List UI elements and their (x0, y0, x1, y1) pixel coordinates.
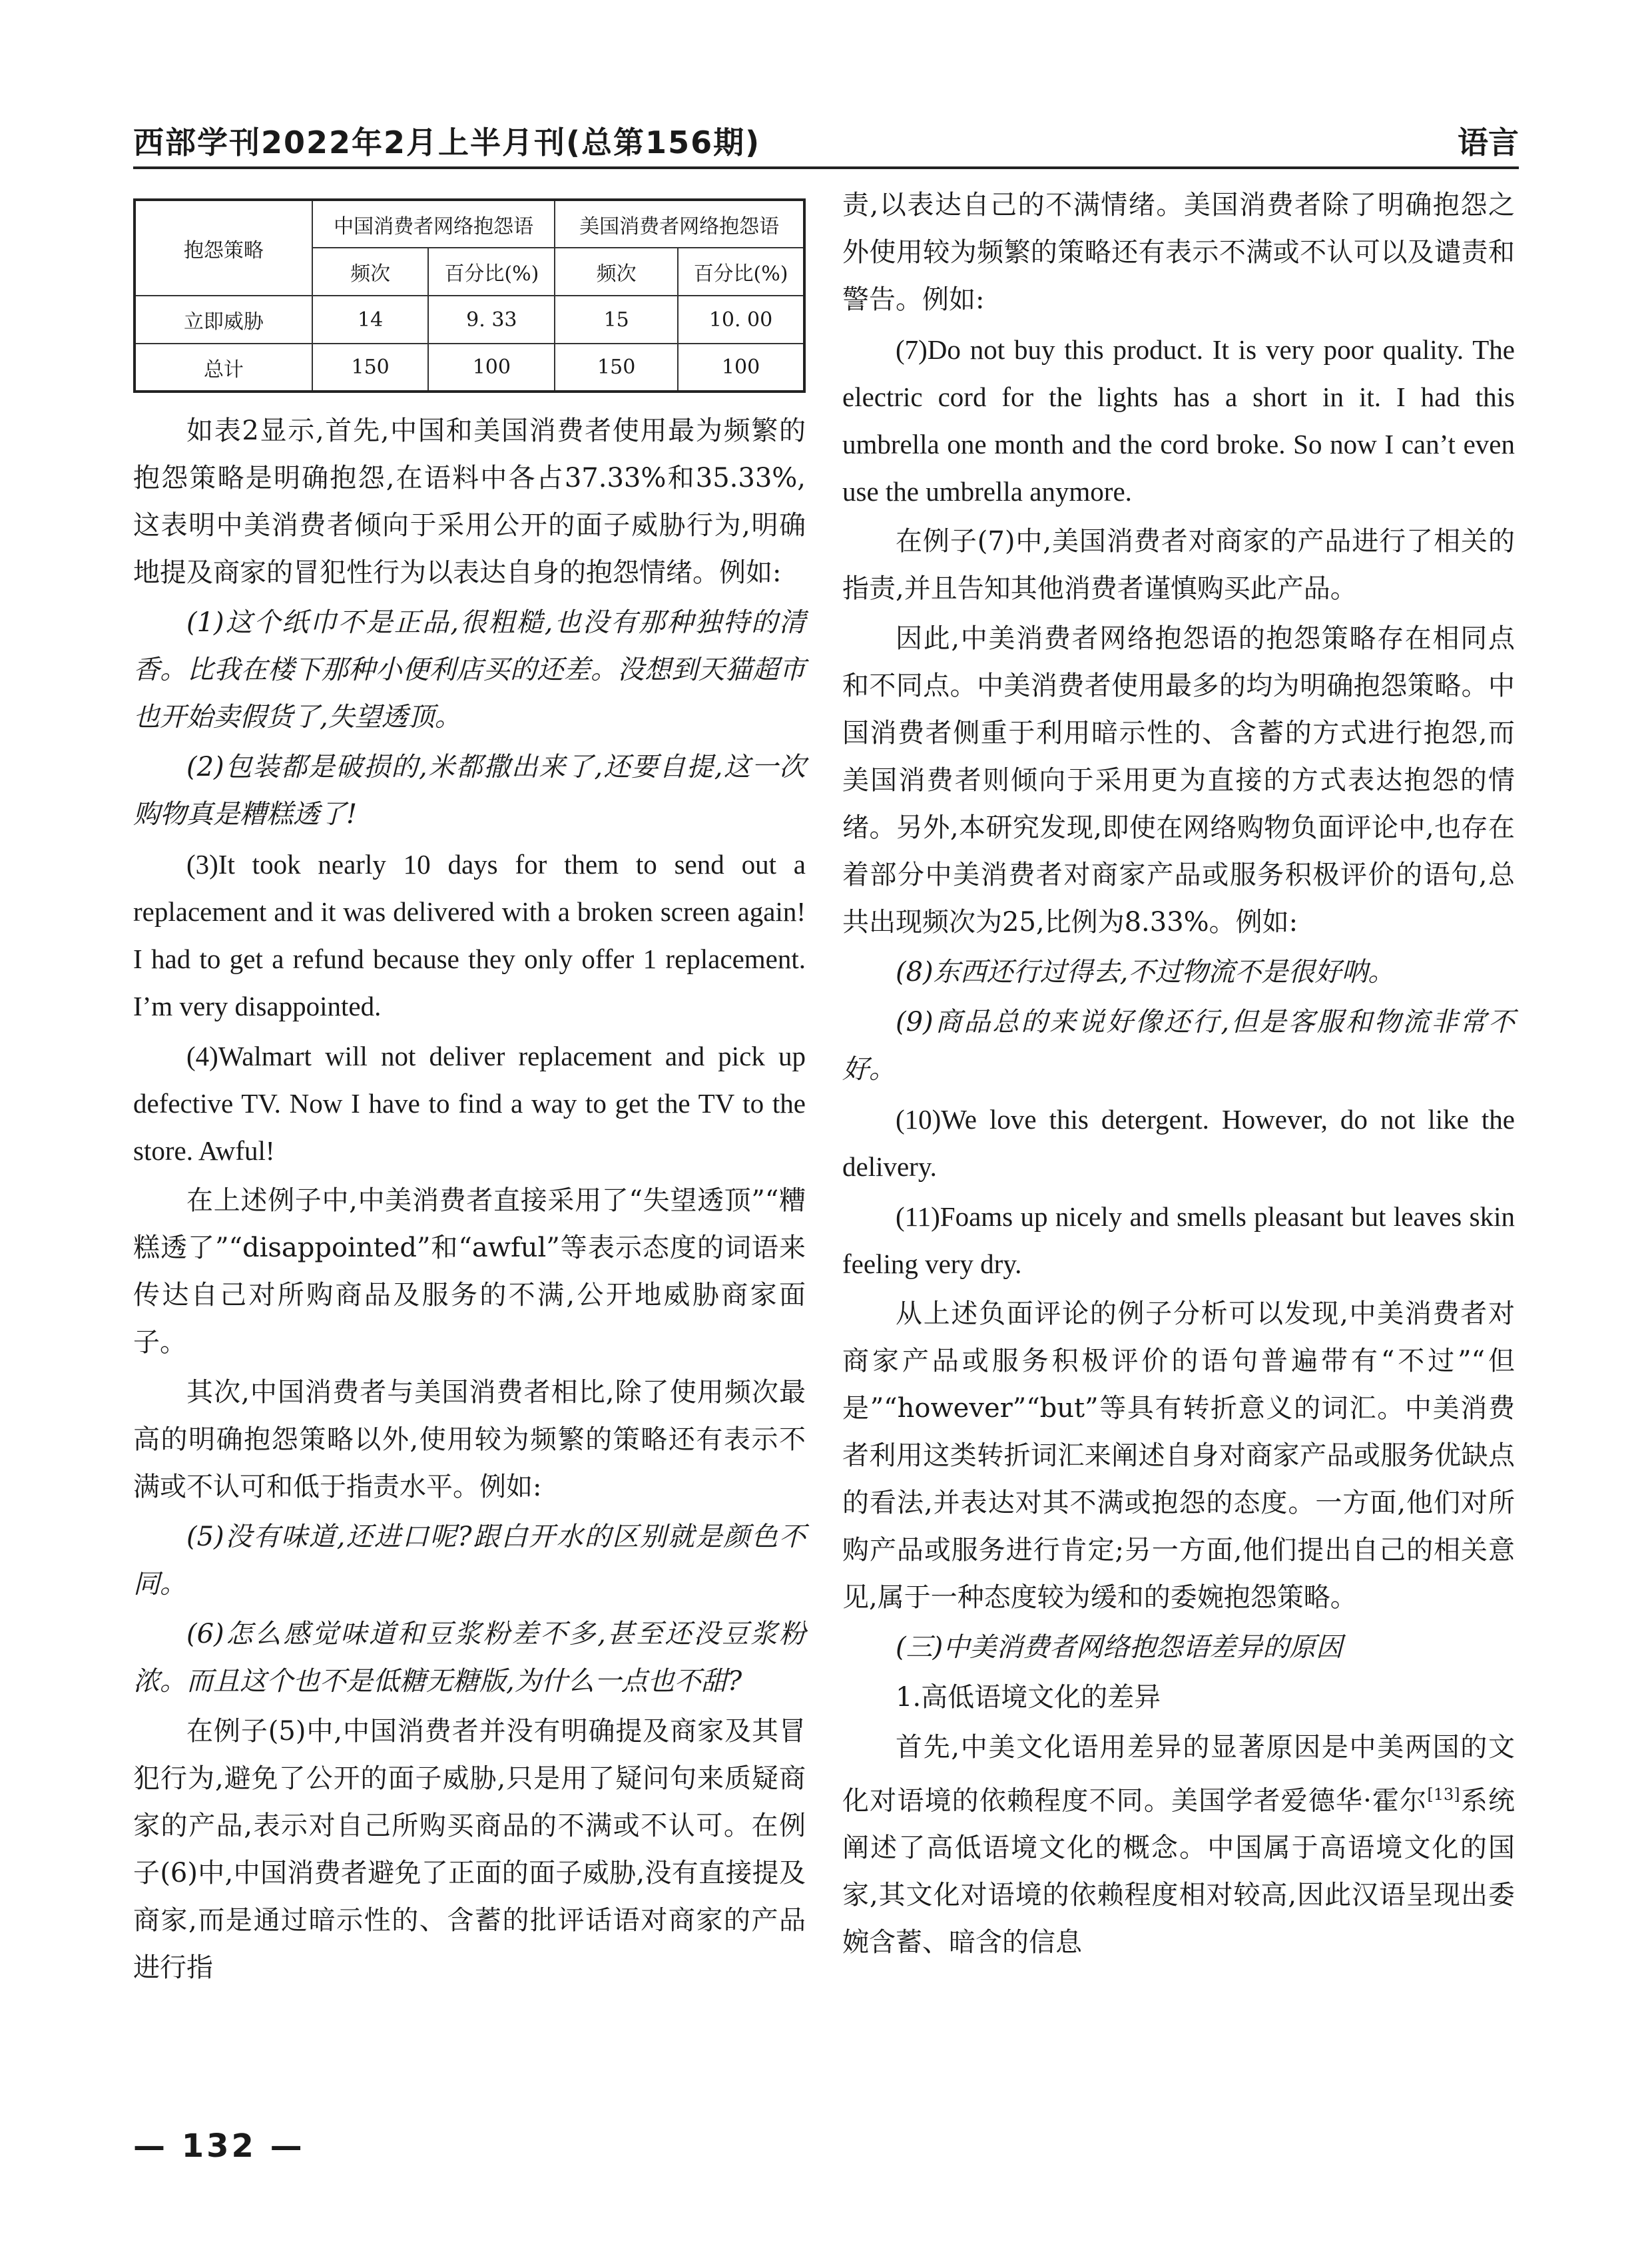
citation-ref: [13] (1427, 1785, 1460, 1804)
example-3: (3)It took nearly 10 days for them to send out a replacement and it was delivered with a broken screen again! I had to get a refund because they only offer 1 replacement. I’m very disappointed. (133, 849, 806, 1021)
right-column (842, 182, 1515, 1969)
table-2 (133, 198, 806, 393)
table-cell: 15 (555, 296, 678, 344)
body-paragraph: 其次,中国消费者与美国消费者相比,除了使用频次最高的明确抱怨策略以外,使用较为频繁的策略还有表示不满或不认可和低于指责水平。例如: (133, 1377, 806, 1502)
table-cell: 总计 (135, 344, 312, 392)
example-7: (7)Do not buy this product. It is very poor quality. The electric cord for the lights has a short in it. I had this umbrella one month and the cord broke. So now I can’t even use the umbrella anymore. (842, 334, 1515, 507)
table-cell: 150 (312, 344, 429, 392)
table-header-cn: 中国消费者网络抱怨语 (312, 200, 555, 248)
body-paragraph (842, 1724, 1515, 1966)
header-rule (133, 166, 1519, 169)
subsection-heading: 1.高低语境文化的差异 (896, 1682, 1161, 1713)
section-heading: (三)中美消费者网络抱怨语差异的原因 (896, 1632, 1343, 1663)
paragraph-text: 首先,中美文化语用差异的显著原因是中美两国的文化对语境的依赖程度不同。美国学者爱德华·霍尔 (842, 1732, 1515, 1817)
page-header (133, 100, 1519, 166)
table-row (135, 344, 804, 392)
table-header-cn-freq: 频次 (312, 248, 429, 296)
body-paragraph: 从上述负面评论的例子分析可以发现,中美消费者对商家产品或服务积极评价的语句普遍带有“不过”“但是”“however”“but”等具有转折意义的词汇。中美消费者利用这类转折词汇来阐述自身对商家产品或服务优缺点的看法,并表达对其不满或抱怨的态度。一方面,他们对所购产品或服务进行肯定;另一方面,他们提出自己的相关意见,属于一种态度较为缓和的委婉抱怨策略。 (842, 1298, 1515, 1613)
table-cell: 100 (428, 344, 555, 392)
example-8: (8)东西还行过得去,不过物流不是很好呐。 (896, 957, 1395, 987)
table-header-us-freq: 频次 (555, 248, 678, 296)
paragraph-text: 系统阐述了高低语境文化的概念。中国属于高语境文化的国家,其文化对语境的依赖程度相对较高,因此汉语呈现出委婉含蓄、暗含的信息 (842, 1785, 1515, 1958)
example-6: (6)怎么感觉味道和豆浆粉差不多,甚至还没豆浆粉浓。而且这个也不是低糖无糖版,为什么一点也不甜? (133, 1619, 806, 1697)
table-header-strategy: 抱怨策略 (135, 200, 312, 296)
body-paragraph: 如表2显示,首先,中国和美国消费者使用最为频繁的抱怨策略是明确抱怨,在语料中各占37.33%和35.33%,这表明中美消费者倾向于采用公开的面子威胁行为,明确地提及商家的冒犯性行为以表达自身的抱怨情绪。例如: (133, 416, 806, 588)
table-header-cn-pct: 百分比(%) (428, 248, 555, 296)
example-5: (5)没有味道,还进口呢?跟白开水的区别就是颜色不同。 (133, 1522, 806, 1599)
body-paragraph: 在上述例子中,中美消费者直接采用了“失望透顶”“糟糕透了”“disappointed”和“awful”等表示态度的词语来传达自己对所购商品及服务的不满,公开地威胁商家面子。 (133, 1185, 806, 1358)
table-cell: 9. 33 (428, 296, 555, 344)
table-header-us-pct: 百分比(%) (678, 248, 804, 296)
table-row (135, 296, 804, 344)
example-4: (4)Walmart will not deliver replacement and pick up defective TV. Now I have to find a way to get the TV to the store. Awful! (133, 1041, 806, 1166)
example-2: (2)包装都是破损的,米都撒出来了,还要自提,这一次购物真是糟糕透了! (133, 752, 806, 830)
journal-title: 西部学刊2022年2月上半月刊(总第156期) (133, 125, 761, 160)
body-paragraph: 责,以表达自己的不满情绪。美国消费者除了明确抱怨之外使用较为频繁的策略还有表示不满或不认可以及谴责和警告。例如: (842, 190, 1515, 315)
page-number: — 132 — (133, 2127, 305, 2165)
table-cell: 100 (678, 344, 804, 392)
example-11: (11)Foams up nicely and smells pleasant but leaves skin feeling very dry. (842, 1201, 1515, 1279)
table-header-us: 美国消费者网络抱怨语 (555, 200, 804, 248)
example-1: (1)这个纸巾不是正品,很粗糙,也没有那种独特的清香。比我在楼下那种小便利店买的还差。没想到天猫超市也开始卖假货了,失望透顶。 (133, 607, 806, 732)
table-cell: 150 (555, 344, 678, 392)
example-10: (10)We love this detergent. However, do not like the delivery. (842, 1104, 1515, 1182)
section-label: 语言 (1458, 125, 1519, 160)
table-cell: 14 (312, 296, 429, 344)
body-paragraph: 在例子(5)中,中国消费者并没有明确提及商家及其冒犯行为,避免了公开的面子威胁,只是用了疑问句来质疑商家的产品,表示对自己所购买商品的不满或不认可。在例子(6)中,中国消费者避免了正面的面子威胁,没有直接提及商家,而是通过暗示性的、含蓄的批评话语对商家的产品进行指 (133, 1716, 806, 1983)
body-paragraph: 因此,中美消费者网络抱怨语的抱怨策略存在相同点和不同点。中美消费者使用最多的均为明确抱怨策略。中国消费者侧重于利用暗示性的、含蓄的方式进行抱怨,而美国消费者则倾向于采用更为直接的方式表达抱怨的情绪。另外,本研究发现,即使在网络购物负面评论中,也存在着部分中美消费者对商家产品或服务积极评价的语句,总共出现频次为25,比例为8.33%。例如: (842, 623, 1515, 938)
table-cell: 立即威胁 (135, 296, 312, 344)
table-cell: 10. 00 (678, 296, 804, 344)
example-9: (9)商品总的来说好像还行,但是客服和物流非常不好。 (842, 1007, 1515, 1085)
left-column (133, 182, 806, 1994)
body-paragraph: 在例子(7)中,美国消费者对商家的产品进行了相关的指责,并且告知其他消费者谨慎购买此产品。 (842, 526, 1515, 604)
